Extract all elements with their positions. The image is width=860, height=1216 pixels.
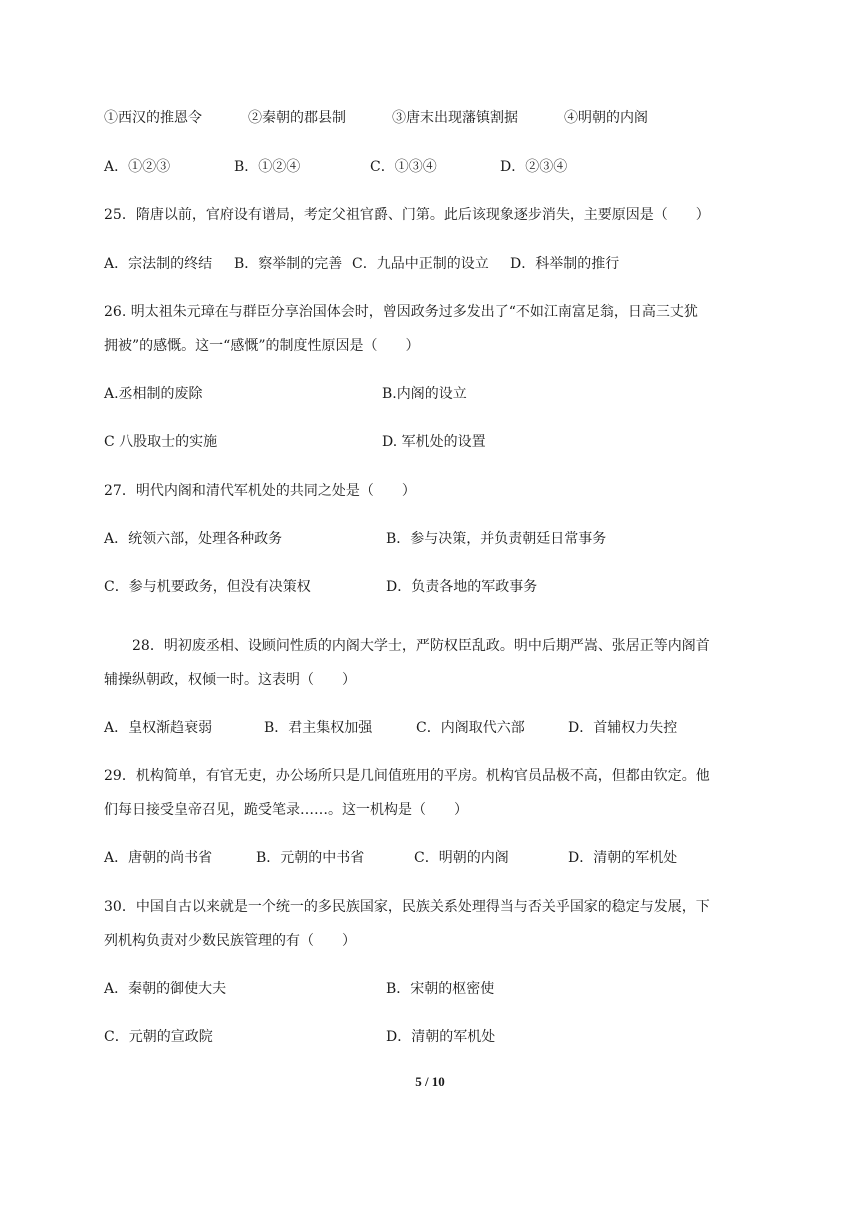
q28-stem-line2: 辅操纵朝政，权倾一时。这表明（ ） (104, 672, 356, 688)
q30-option-a: A．秦朝的御使大夫 (104, 981, 227, 997)
q28-stem-line1: 28．明初废丞相、设顾问性质的内阁大学士，严防权臣乱政。明中后期严嵩、张居正等内阁首 (132, 638, 710, 654)
q25-option-b: B．察举制的完善 (234, 256, 343, 272)
q28-option-d: D．首辅权力失控 (568, 720, 678, 736)
q26-option-a: A.丞相制的废除 (104, 386, 203, 402)
q27-option-c: C．参与机要政务，但没有决策权 (104, 579, 311, 595)
q30-options-row-1 (104, 979, 764, 999)
q26-stem-line1: 26. 明太祖朱元璋在与群臣分享治国体会时，曾因政务过多发出了“不如江南富足翁，日高三丈犹 (104, 304, 698, 320)
q25-stem: 25．隋唐以前，官府设有谱局，考定父祖官爵、门第。此后该现象逐步消失，主要原因是（ ） (104, 207, 710, 223)
q24-options-row (104, 157, 764, 177)
q29-options-row (104, 848, 764, 868)
q28-option-c: C．内阁取代六部 (416, 720, 525, 736)
q29-option-b: B．元朝的中书省 (256, 850, 365, 866)
q29-option-c: C．明朝的内阁 (414, 850, 509, 866)
q26-options-row-2 (104, 432, 764, 452)
q27-option-b: B．参与决策，并负责朝廷日常事务 (386, 531, 607, 547)
q29-stem-line2: 们每日接受皇帝召见，跪受笔录……。这一机构是（ ） (104, 802, 468, 818)
q25-option-c: C．九品中正制的设立 (352, 256, 489, 272)
q25-option-d: D．科举制的推行 (510, 256, 620, 272)
q30-options-row-2 (104, 1027, 764, 1047)
q29-option-d: D．清朝的军机处 (568, 850, 678, 866)
q26-option-d: D. 军机处的设置 (382, 434, 486, 450)
q30-option-d: D．清朝的军机处 (386, 1029, 496, 1045)
q24-option-b: B．①②④ (234, 159, 301, 175)
q27-option-a: A．统领六部，处理各种政务 (104, 531, 283, 547)
q24-item-1: ①西汉的推恩令 (104, 110, 202, 126)
q26-stem-line2: 拥被”的感慨。这一“感慨”的制度性原因是（ ） (104, 338, 420, 354)
q28-option-a: A．皇权渐趋衰弱 (104, 720, 213, 736)
q26-options-row-1 (104, 384, 764, 404)
q28-options-row (104, 718, 764, 738)
q30-stem-line1: 30．中国自古以来就是一个统一的多民族国家，民族关系处理得当与否关乎国家的稳定与发展，下 (104, 899, 710, 915)
q27-option-d: D．负责各地的军政事务 (386, 579, 538, 595)
q29-stem-line1: 29．机构简单，有官无吏，办公场所只是几间值班用的平房。机构官员品极不高，但都由钦定。他 (104, 768, 710, 784)
q24-item-3: ③唐末出现藩镇割据 (392, 110, 518, 126)
q24-option-c: C．①③④ (370, 159, 437, 175)
q24-option-d: D．②③④ (500, 159, 568, 175)
q24-item-4: ④明朝的内阁 (564, 110, 648, 126)
q24-item-2: ②秦朝的郡县制 (248, 110, 346, 126)
q24-option-a: A．①②③ (104, 159, 171, 175)
q28-option-b: B．君主集权加强 (264, 720, 373, 736)
q30-stem-line2: 列机构负责对少数民族管理的有（ ） (104, 933, 356, 949)
q27-options-row-1 (104, 529, 764, 549)
q30-option-c: C．元朝的宣政院 (104, 1029, 213, 1045)
page-number: 5 / 10 (415, 1074, 445, 1089)
q27-stem: 27．明代内阁和清代军机处的共同之处是（ ） (104, 483, 416, 499)
q24-items-row (104, 108, 764, 128)
q25-option-a: A．宗法制的终结 (104, 256, 213, 272)
q30-option-b: B．宋朝的枢密使 (386, 981, 495, 997)
q26-option-c: C 八股取士的实施 (104, 434, 218, 450)
q29-option-a: A．唐朝的尚书省 (104, 850, 213, 866)
q27-options-row-2 (104, 577, 764, 597)
q26-option-b: B.内阁的设立 (382, 386, 467, 402)
q25-options-row (104, 254, 764, 274)
